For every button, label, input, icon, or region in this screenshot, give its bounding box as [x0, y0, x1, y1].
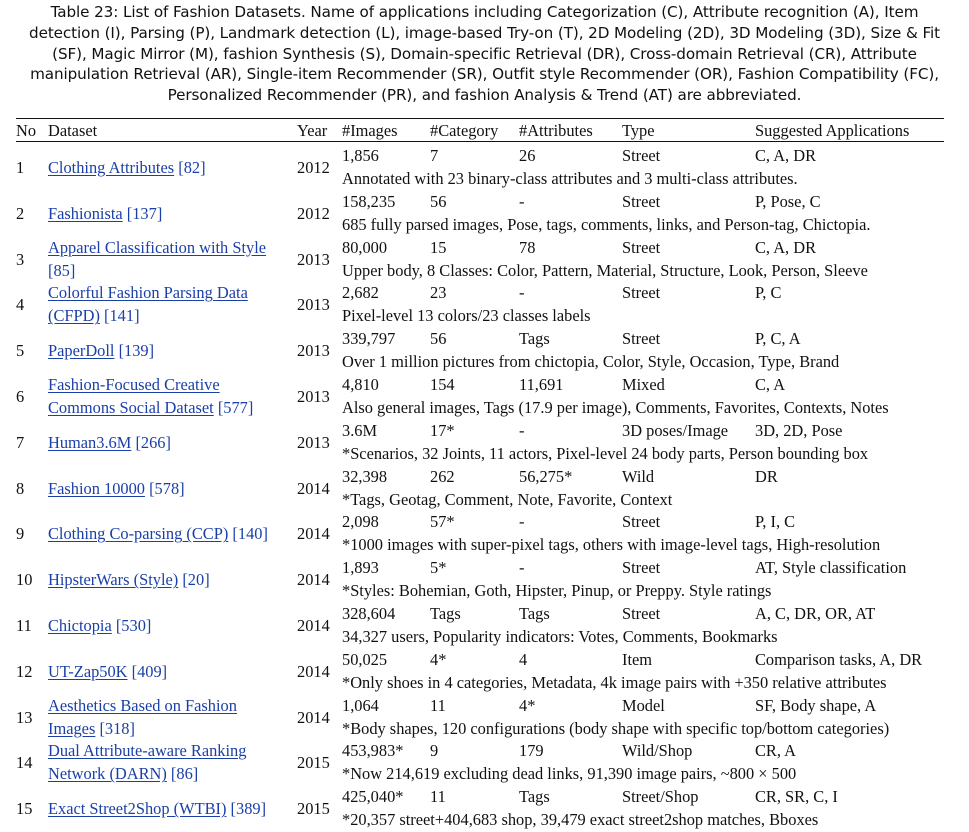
table-row — [0, 374, 969, 420]
dataset-name — [48, 798, 266, 821]
images-cell: 1,064 — [342, 695, 379, 715]
type-cell: Street/Shop — [622, 787, 699, 807]
citation-link[interactable]: [266] — [135, 432, 171, 452]
type-cell: Street — [622, 191, 661, 211]
type-cell: Street — [622, 237, 661, 257]
notes-cell: 685 fully parsed images, Pose, tags, comments, links, and Person-tag, Chictopia. — [342, 214, 871, 234]
notes-cell: *Now 214,619 excluding dead links, 91,390 image pairs, ~800 × 500 — [342, 764, 797, 784]
attributes-cell: 56,275* — [519, 466, 573, 486]
applications-cell: CR, A — [755, 741, 796, 761]
header-images: #Images — [342, 121, 398, 140]
category-cell: 11 — [430, 695, 446, 715]
table-row — [0, 282, 969, 328]
table-row — [0, 328, 969, 374]
category-cell: 15 — [430, 237, 447, 257]
notes-cell: *Styles: Bohemian, Goth, Hipster, Pinup, or Preppy. Style ratings — [342, 581, 772, 601]
notes-cell: *Scenarios, 32 Joints, 11 actors, Pixel-level 24 body parts, Person bounding box — [342, 443, 869, 463]
dataset-link[interactable]: Fashion 10000 — [48, 478, 145, 498]
images-cell: 453,983* — [342, 741, 404, 761]
header-applications: Suggested Applications — [755, 121, 910, 140]
row-number: 1 — [16, 158, 25, 177]
table-row — [0, 466, 969, 512]
dataset-name — [48, 157, 206, 180]
row-number: 5 — [16, 341, 25, 361]
year-cell: 2012 — [297, 203, 330, 223]
category-cell: 17* — [430, 420, 455, 440]
attributes-cell: - — [519, 558, 525, 578]
dataset-link[interactable]: Commons Social Dataset — [48, 398, 214, 417]
year-cell: 2013 — [297, 387, 330, 406]
dataset-link[interactable]: (CFPD) — [48, 306, 100, 326]
row-number: 2 — [16, 203, 25, 223]
header-attributes: #Attributes — [519, 121, 593, 140]
type-cell: Model — [622, 695, 665, 715]
citation-link[interactable]: [577] — [217, 398, 254, 417]
applications-cell: C, A, DR — [755, 237, 817, 257]
year-cell: 2014 — [297, 570, 330, 590]
dataset-link[interactable]: Fashion-Focused Creative — [48, 375, 220, 394]
applications-cell: SF, Body shape, A — [755, 695, 877, 715]
row-number: 10 — [16, 570, 33, 590]
table-row — [0, 145, 969, 191]
dataset-name — [48, 374, 220, 397]
citation-link[interactable]: [141] — [104, 306, 140, 326]
dataset-link[interactable]: Fashionista — [48, 203, 123, 223]
applications-cell: P, Pose, C — [755, 191, 821, 211]
category-cell: 5* — [430, 558, 447, 578]
year-cell: 2014 — [297, 478, 330, 498]
table-row — [0, 695, 969, 741]
dataset-link[interactable]: Images — [48, 718, 96, 738]
attributes-cell: Tags — [519, 604, 550, 623]
category-cell: 23 — [430, 283, 447, 303]
type-cell: Wild — [622, 466, 655, 486]
dataset-link[interactable]: Apparel Classification with Style — [48, 237, 267, 257]
dataset-name-cont — [48, 397, 253, 420]
notes-cell: Also general images, Tags (17.9 per image), Comments, Favorites, Contexts, Notes — [342, 398, 889, 417]
header-dataset: Dataset — [48, 121, 98, 140]
type-cell: Street — [622, 604, 661, 623]
category-cell: 57* — [430, 512, 455, 532]
attributes-cell: - — [519, 283, 525, 303]
dataset-name — [48, 615, 151, 638]
notes-cell: Annotated with 23 binary-class attributes and 3 multi-class attributes. — [342, 169, 798, 188]
applications-cell: P, I, C — [755, 512, 796, 532]
type-cell: Wild/Shop — [622, 741, 693, 761]
row-number: 6 — [16, 387, 25, 406]
dataset-name-cont — [48, 260, 75, 283]
applications-cell: C, A — [755, 375, 786, 394]
applications-cell: P, C — [755, 283, 782, 303]
images-cell: 1,893 — [342, 558, 379, 578]
year-cell: 2014 — [297, 707, 330, 727]
category-cell: 56 — [430, 329, 447, 349]
dataset-link[interactable]: Exact Street2Shop (WTBI) — [48, 799, 227, 819]
images-cell: 80,000 — [342, 237, 388, 257]
header-no: No — [16, 121, 37, 140]
year-cell: 2012 — [297, 158, 330, 177]
type-cell: Item — [622, 649, 653, 669]
attributes-cell: 26 — [519, 146, 536, 165]
notes-cell: *20,357 street+404,683 shop, 39,479 exact street2shop matches, Bboxes — [342, 810, 819, 830]
notes-cell: Over 1 million pictures from chictopia, Color, Style, Occasion, Type, Brand — [342, 352, 840, 372]
notes-cell: 34,327 users, Popularity indicators: Votes, Comments, Bookmarks — [342, 627, 778, 646]
dataset-name — [48, 695, 237, 718]
table-row — [0, 420, 969, 466]
attributes-cell: - — [519, 191, 525, 211]
table-top-rule — [16, 118, 944, 119]
category-cell: 9 — [430, 741, 439, 761]
type-cell: Street — [622, 558, 661, 578]
images-cell: 4,810 — [342, 375, 379, 394]
attributes-cell: Tags — [519, 787, 550, 807]
images-cell: 32,398 — [342, 466, 388, 486]
dataset-name — [48, 340, 154, 363]
attributes-cell: - — [519, 512, 525, 532]
images-cell: 50,025 — [342, 649, 388, 669]
year-cell: 2013 — [297, 341, 330, 361]
row-number: 14 — [16, 753, 33, 773]
dataset-link[interactable]: HipsterWars (Style) — [48, 570, 179, 590]
table-row — [0, 237, 969, 283]
citation-link[interactable]: [85] — [48, 260, 76, 280]
citation-link[interactable]: [140] — [232, 524, 268, 544]
table-row — [0, 191, 969, 237]
year-cell: 2013 — [297, 249, 330, 269]
citation-link[interactable]: [530] — [115, 616, 152, 635]
type-cell: Street — [622, 283, 661, 303]
attributes-cell: - — [519, 420, 525, 440]
notes-cell: Pixel-level 13 colors/23 classes labels — [342, 306, 591, 326]
table-row — [0, 557, 969, 603]
dataset-name — [48, 740, 246, 763]
dataset-name-cont — [48, 718, 135, 741]
attributes-cell: 78 — [519, 237, 536, 257]
year-cell: 2015 — [297, 799, 330, 819]
attributes-cell: 4* — [519, 695, 536, 715]
dataset-name — [48, 523, 268, 546]
citation-link[interactable]: [578] — [149, 478, 185, 498]
citation-link[interactable]: [409] — [131, 661, 168, 681]
dataset-name — [48, 569, 210, 592]
attributes-cell: 179 — [519, 741, 544, 761]
dataset-link[interactable]: Network (DARN) — [48, 764, 167, 784]
dataset-link[interactable]: Dual Attribute-aware Ranking — [48, 741, 247, 761]
category-cell: Tags — [430, 604, 461, 623]
applications-cell: CR, SR, C, I — [755, 787, 838, 807]
dataset-link[interactable]: PaperDoll — [48, 341, 115, 361]
citation-link[interactable]: [318] — [99, 718, 135, 738]
notes-cell: *Body shapes, 120 configurations (body shape with specific top/bottom categories) — [342, 718, 890, 738]
type-cell: 3D poses/Image — [622, 420, 729, 440]
dataset-link[interactable]: Clothing Co-parsing (CCP) — [48, 524, 229, 544]
year-cell: 2014 — [297, 616, 330, 635]
dataset-name — [48, 203, 162, 226]
dataset-link[interactable]: Aesthetics Based on Fashion — [48, 695, 237, 715]
year-cell: 2014 — [297, 524, 330, 544]
applications-cell: A, C, DR, OR, AT — [755, 604, 876, 623]
dataset-name-cont — [48, 763, 198, 786]
attributes-cell: 4 — [519, 649, 528, 669]
row-number: 9 — [16, 524, 25, 544]
images-cell: 3.6M — [342, 420, 378, 440]
images-cell: 2,098 — [342, 512, 379, 532]
images-cell: 158,235 — [342, 191, 396, 211]
category-cell: 11 — [430, 787, 446, 807]
row-number: 4 — [16, 295, 25, 315]
category-cell: 154 — [430, 375, 455, 394]
dataset-link[interactable]: UT-Zap50K — [48, 661, 128, 681]
images-cell: 425,040* — [342, 787, 404, 807]
applications-cell: C, A, DR — [755, 146, 817, 165]
year-cell: 2014 — [297, 661, 330, 681]
notes-cell: *Tags, Geotag, Comment, Note, Favorite, Context — [342, 489, 673, 509]
dataset-name-cont — [48, 305, 140, 328]
applications-cell: AT, Style classification — [755, 558, 907, 578]
citation-link[interactable]: [389] — [230, 799, 267, 819]
citation-link[interactable]: [137] — [126, 203, 163, 223]
applications-cell: 3D, 2D, Pose — [755, 420, 843, 440]
dataset-name — [48, 478, 185, 501]
dataset-link[interactable]: Human3.6M — [48, 432, 132, 452]
attributes-cell: 11,691 — [519, 375, 564, 394]
table-caption: Table 23: List of Fashion Datasets. Name of applications including Categorization (C), Attribute recognition (A), Item detection (I), Parsing (P), Landmark detection (L), image-based Try-on (T), 2D Modeling (2D), 3D Modeling (3D), Size & Fit (SF), Magic Mirror (M), fashion Synthesis (S), Domain-specific Retrieval (DR), Cross-domain Retrieval (CR), Attribute manipulation Retrieval (AR), Single-item Recommender (SR), Outfit style Recommender (OR), Fashion Compatibility (FC), Personalized Recommender (PR), and fashion Analysis & Trend (AT) are abbreviated. — [29, 3, 940, 105]
citation-link[interactable]: [139] — [118, 341, 155, 361]
notes-cell: Upper body, 8 Classes: Color, Pattern, Material, Structure, Look, Person, Sleeve — [342, 260, 868, 280]
year-cell: 2013 — [297, 295, 330, 315]
year-cell: 2013 — [297, 432, 330, 452]
table-header-rule — [16, 141, 944, 142]
row-number: 11 — [16, 616, 32, 635]
dataset-link[interactable]: Chictopia — [48, 616, 112, 635]
category-cell: 4* — [430, 649, 447, 669]
images-cell: 1,856 — [342, 146, 379, 165]
citation-link[interactable]: [82] — [178, 158, 206, 177]
type-cell: Street — [622, 512, 661, 532]
dataset-name — [48, 661, 167, 684]
table-row — [0, 740, 969, 786]
row-number: 7 — [16, 432, 25, 452]
header-type: Type — [622, 121, 655, 140]
year-cell: 2015 — [297, 753, 330, 773]
row-number: 15 — [16, 799, 33, 819]
row-number: 13 — [16, 707, 33, 727]
row-number: 12 — [16, 661, 33, 681]
header-year: Year — [297, 121, 328, 140]
dataset-link[interactable]: Clothing Attributes — [48, 158, 175, 177]
table-row — [0, 603, 969, 649]
citation-link[interactable]: [86] — [170, 764, 199, 784]
row-number: 8 — [16, 478, 25, 498]
citation-link[interactable]: [20] — [182, 570, 210, 590]
table-row — [0, 649, 969, 695]
images-cell: 2,682 — [342, 283, 379, 303]
type-cell: Street — [622, 146, 661, 165]
header-category: #Category — [430, 121, 499, 140]
table-row — [0, 511, 969, 557]
category-cell: 262 — [430, 466, 455, 486]
dataset-name — [48, 282, 248, 305]
type-cell: Street — [622, 329, 661, 349]
category-cell: 7 — [430, 146, 439, 165]
notes-cell: *1000 images with super-pixel tags, others with image-level tags, High-resolution — [342, 535, 881, 555]
applications-cell: DR — [755, 466, 778, 486]
table-row — [0, 786, 969, 832]
applications-cell: P, C, A — [755, 329, 801, 349]
type-cell: Mixed — [622, 375, 665, 394]
notes-cell: *Only shoes in 4 categories, Metadata, 4k image pairs with +350 relative attributes — [342, 672, 887, 692]
applications-cell: Comparison tasks, A, DR — [755, 649, 923, 669]
dataset-name — [48, 237, 266, 260]
row-number: 3 — [16, 249, 25, 269]
category-cell: 56 — [430, 191, 447, 211]
images-cell: 328,604 — [342, 604, 396, 623]
attributes-cell: Tags — [519, 329, 550, 349]
dataset-name — [48, 432, 171, 455]
images-cell: 339,797 — [342, 329, 396, 349]
dataset-link[interactable]: Colorful Fashion Parsing Data — [48, 283, 248, 303]
